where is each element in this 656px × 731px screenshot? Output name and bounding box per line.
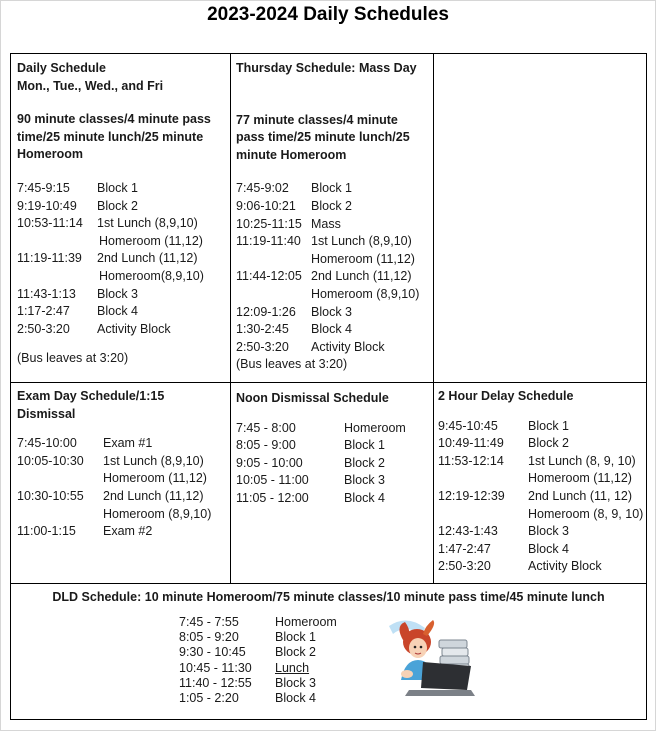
- time-slot: 1:47-2:47: [438, 541, 491, 556]
- time-slot: 9:30 - 10:45: [179, 645, 246, 660]
- time-slot: 8:05 - 9:00: [236, 438, 296, 453]
- period-sublabel: Homeroom(8,9,10): [99, 268, 204, 283]
- delay-row: [438, 523, 643, 541]
- period-label: Block 1: [528, 418, 569, 433]
- thursday-summary: 77 minute classes/4 minute: [236, 112, 398, 127]
- dld-row: [179, 645, 337, 660]
- period-label: 1st Lunch (8,9,10): [103, 453, 204, 468]
- noon-row: [236, 437, 431, 455]
- daily-schedule-cell: [17, 60, 227, 368]
- time-slot: 2:50-3:20: [17, 321, 70, 336]
- dld-heading: DLD Schedule: 10 minute Homeroom/75 minute classes/10 minute pass time/45 minute lunch: [52, 590, 605, 604]
- period-label: 2nd Lunch (11,12): [311, 269, 412, 284]
- time-slot: 12:09-1:26: [236, 304, 296, 319]
- daily-row: [17, 180, 227, 198]
- period-label: Exam #2: [103, 524, 153, 539]
- time-slot: 2:50-3:20: [438, 559, 491, 574]
- thursday-schedule-cell: [236, 60, 431, 374]
- time-slot: 11:19-11:40: [236, 234, 301, 249]
- time-slot: 7:45-9:02: [236, 181, 289, 196]
- period-label: Activity Block: [97, 321, 171, 336]
- time-slot: 11:40 - 12:55: [179, 675, 252, 690]
- time-slot: 2:50-3:20: [236, 339, 289, 354]
- time-slot: 10:49-11:49: [438, 436, 504, 451]
- exam-row: [17, 488, 227, 506]
- period-label: Block 2: [344, 455, 385, 470]
- daily-bus-note: (Bus leaves at 3:20): [17, 351, 129, 366]
- period-label: Exam #1: [103, 436, 153, 451]
- period-label: Block 2: [275, 645, 316, 660]
- period-label: 1st Lunch (8,9,10): [97, 216, 198, 231]
- time-slot: 10:25-11:15: [236, 216, 302, 231]
- period-sublabel: Homeroom (11,12): [99, 233, 203, 248]
- period-label: Block 1: [275, 630, 316, 645]
- time-slot: 11:19-11:39: [17, 251, 82, 266]
- time-slot: 10:05 - 11:00: [236, 473, 309, 488]
- noon-row: [236, 455, 431, 473]
- period-label: Block 3: [344, 473, 385, 488]
- period-label: Block 1: [311, 181, 352, 196]
- period-label: 2nd Lunch (11, 12): [528, 488, 633, 503]
- thursday-row: [236, 216, 431, 234]
- time-slot: 1:30-2:45: [236, 322, 289, 337]
- noon-row: [236, 420, 431, 438]
- thursday-row: [236, 180, 431, 198]
- period-label: Lunch: [275, 660, 310, 675]
- time-slot: 11:00-1:15: [17, 524, 76, 539]
- row-divider-1: [11, 382, 646, 383]
- period-label: Block 1: [97, 180, 138, 195]
- delay-row: [438, 453, 643, 471]
- column-divider-1: [230, 54, 231, 584]
- dld-row: [179, 676, 337, 691]
- exam-row: [17, 523, 227, 541]
- period-label: Block 2: [528, 436, 569, 451]
- exam-schedule-cell: [17, 388, 227, 541]
- noon-row: [236, 472, 431, 490]
- thursday-row: [236, 268, 431, 286]
- thursday-row: [236, 339, 431, 357]
- thursday-bus-note: (Bus leaves at 3:20): [236, 357, 348, 372]
- time-slot: 7:45-9:15: [17, 180, 70, 195]
- daily-row: [17, 303, 227, 321]
- delay-heading: 2 Hour Delay Schedule: [438, 389, 574, 403]
- noon-schedule-cell: [236, 390, 431, 508]
- period-sublabel: Homeroom (8,9,10): [311, 286, 420, 301]
- time-slot: 9:19-10:49: [17, 198, 77, 213]
- dld-rows: [179, 615, 337, 706]
- thursday-summary: minute Homeroom: [236, 147, 347, 162]
- time-slot: 1:05 - 2:20: [179, 691, 239, 706]
- time-slot: 9:06-10:21: [236, 198, 296, 213]
- period-label: Block 4: [344, 490, 385, 505]
- time-slot: 12:43-1:43: [438, 524, 498, 539]
- daily-summary: 90 minute classes/4 minute pass: [17, 112, 211, 127]
- time-slot: 11:43-1:13: [17, 286, 76, 301]
- time-slot: 12:19-12:39: [438, 488, 505, 503]
- thursday-row: [236, 198, 431, 216]
- period-label: 2nd Lunch (11,12): [103, 488, 204, 503]
- exam-row: [17, 435, 227, 453]
- delay-row: [438, 541, 643, 559]
- period-label: Block 1: [344, 438, 385, 453]
- dld-row: [179, 630, 337, 645]
- exam-heading: Exam Day Schedule/1:15: [17, 389, 165, 403]
- time-slot: 7:45-10:00: [17, 436, 77, 451]
- exam-rows: [17, 435, 227, 541]
- thursday-heading: Thursday Schedule: Mass Day: [236, 61, 417, 75]
- delay-row: [438, 488, 643, 506]
- time-slot: 7:45 - 7:55: [179, 615, 239, 629]
- thursday-rows: [236, 180, 431, 356]
- time-slot: 9:45-10:45: [438, 418, 498, 433]
- daily-row: [17, 321, 227, 339]
- daily-row: [17, 198, 227, 216]
- time-slot: 1:17-2:47: [17, 304, 70, 319]
- daily-row: [17, 215, 227, 233]
- period-sublabel: Homeroom (11,12): [528, 471, 632, 486]
- time-slot: 11:53-12:14: [438, 453, 504, 468]
- noon-row: [236, 490, 431, 508]
- thursday-row: [236, 233, 431, 251]
- daily-summary: Homeroom: [17, 147, 83, 162]
- period-label: Block 4: [528, 541, 569, 556]
- time-slot: 10:30-10:55: [17, 488, 84, 503]
- row-divider-2: [11, 583, 646, 584]
- period-sublabel: Homeroom (11,12): [103, 471, 207, 486]
- thursday-row: [236, 321, 431, 339]
- delay-row: [438, 435, 643, 453]
- thursday-row: [236, 304, 431, 322]
- period-label: 1st Lunch (8, 9, 10): [528, 453, 636, 468]
- daily-days: Mon., Tue., Wed., and Fri: [17, 78, 164, 93]
- time-slot: 10:53-11:14: [17, 216, 83, 231]
- exam-row: [17, 453, 227, 471]
- period-sublabel: Homeroom (8,9,10): [103, 506, 212, 521]
- period-label: Block 4: [311, 322, 352, 337]
- period-label: Block 4: [97, 304, 138, 319]
- delay-schedule-cell: [438, 388, 643, 576]
- time-slot: 8:05 - 9:20: [179, 630, 239, 645]
- dld-row: [179, 615, 337, 630]
- period-label: Block 3: [528, 524, 569, 539]
- time-slot: 7:45 - 8:00: [236, 420, 296, 435]
- period-label: Block 4: [275, 691, 316, 706]
- dld-row: [179, 691, 337, 706]
- time-slot: 11:44-12:05: [236, 269, 302, 284]
- period-label: Mass: [311, 216, 341, 231]
- period-label: Block 3: [275, 675, 316, 690]
- period-label: Block 2: [311, 198, 352, 213]
- daily-summary: time/25 minute lunch/25 minute: [17, 129, 204, 144]
- noon-rows: [236, 420, 431, 508]
- schedule-table: [10, 53, 647, 720]
- thursday-summary: pass time/25 minute lunch/25: [236, 130, 410, 145]
- period-label: 2nd Lunch (11,12): [97, 251, 198, 266]
- period-label: Activity Block: [528, 559, 602, 574]
- exam-heading: Dismissal: [17, 406, 76, 421]
- delay-rows: [438, 418, 643, 576]
- period-sublabel: Homeroom (8, 9, 10): [528, 506, 644, 521]
- noon-heading: Noon Dismissal Schedule: [236, 391, 389, 405]
- period-label: Homeroom: [344, 420, 406, 435]
- daily-heading: Daily Schedule: [17, 61, 106, 75]
- period-label: Block 3: [311, 304, 352, 319]
- period-label: Homeroom: [275, 615, 337, 629]
- time-slot: 10:05-10:30: [17, 453, 84, 468]
- period-label: Block 3: [97, 286, 138, 301]
- time-slot: 9:05 - 10:00: [236, 455, 303, 470]
- period-label: Block 2: [97, 198, 138, 213]
- time-slot: 11:05 - 12:00: [236, 490, 309, 505]
- period-label: Activity Block: [311, 339, 385, 354]
- student-laptop-icon: [387, 618, 477, 702]
- delay-row: [438, 558, 643, 576]
- daily-row: [17, 250, 227, 268]
- daily-rows: [17, 180, 227, 338]
- time-slot: 10:45 - 11:30: [179, 660, 252, 675]
- period-label: 1st Lunch (8,9,10): [311, 234, 412, 249]
- page-title: 2023-2024 Daily Schedules: [207, 4, 449, 25]
- dld-row: [179, 661, 337, 676]
- period-sublabel: Homeroom (11,12): [311, 251, 415, 266]
- daily-row: [17, 286, 227, 304]
- column-divider-2: [433, 54, 434, 584]
- delay-row: [438, 418, 643, 436]
